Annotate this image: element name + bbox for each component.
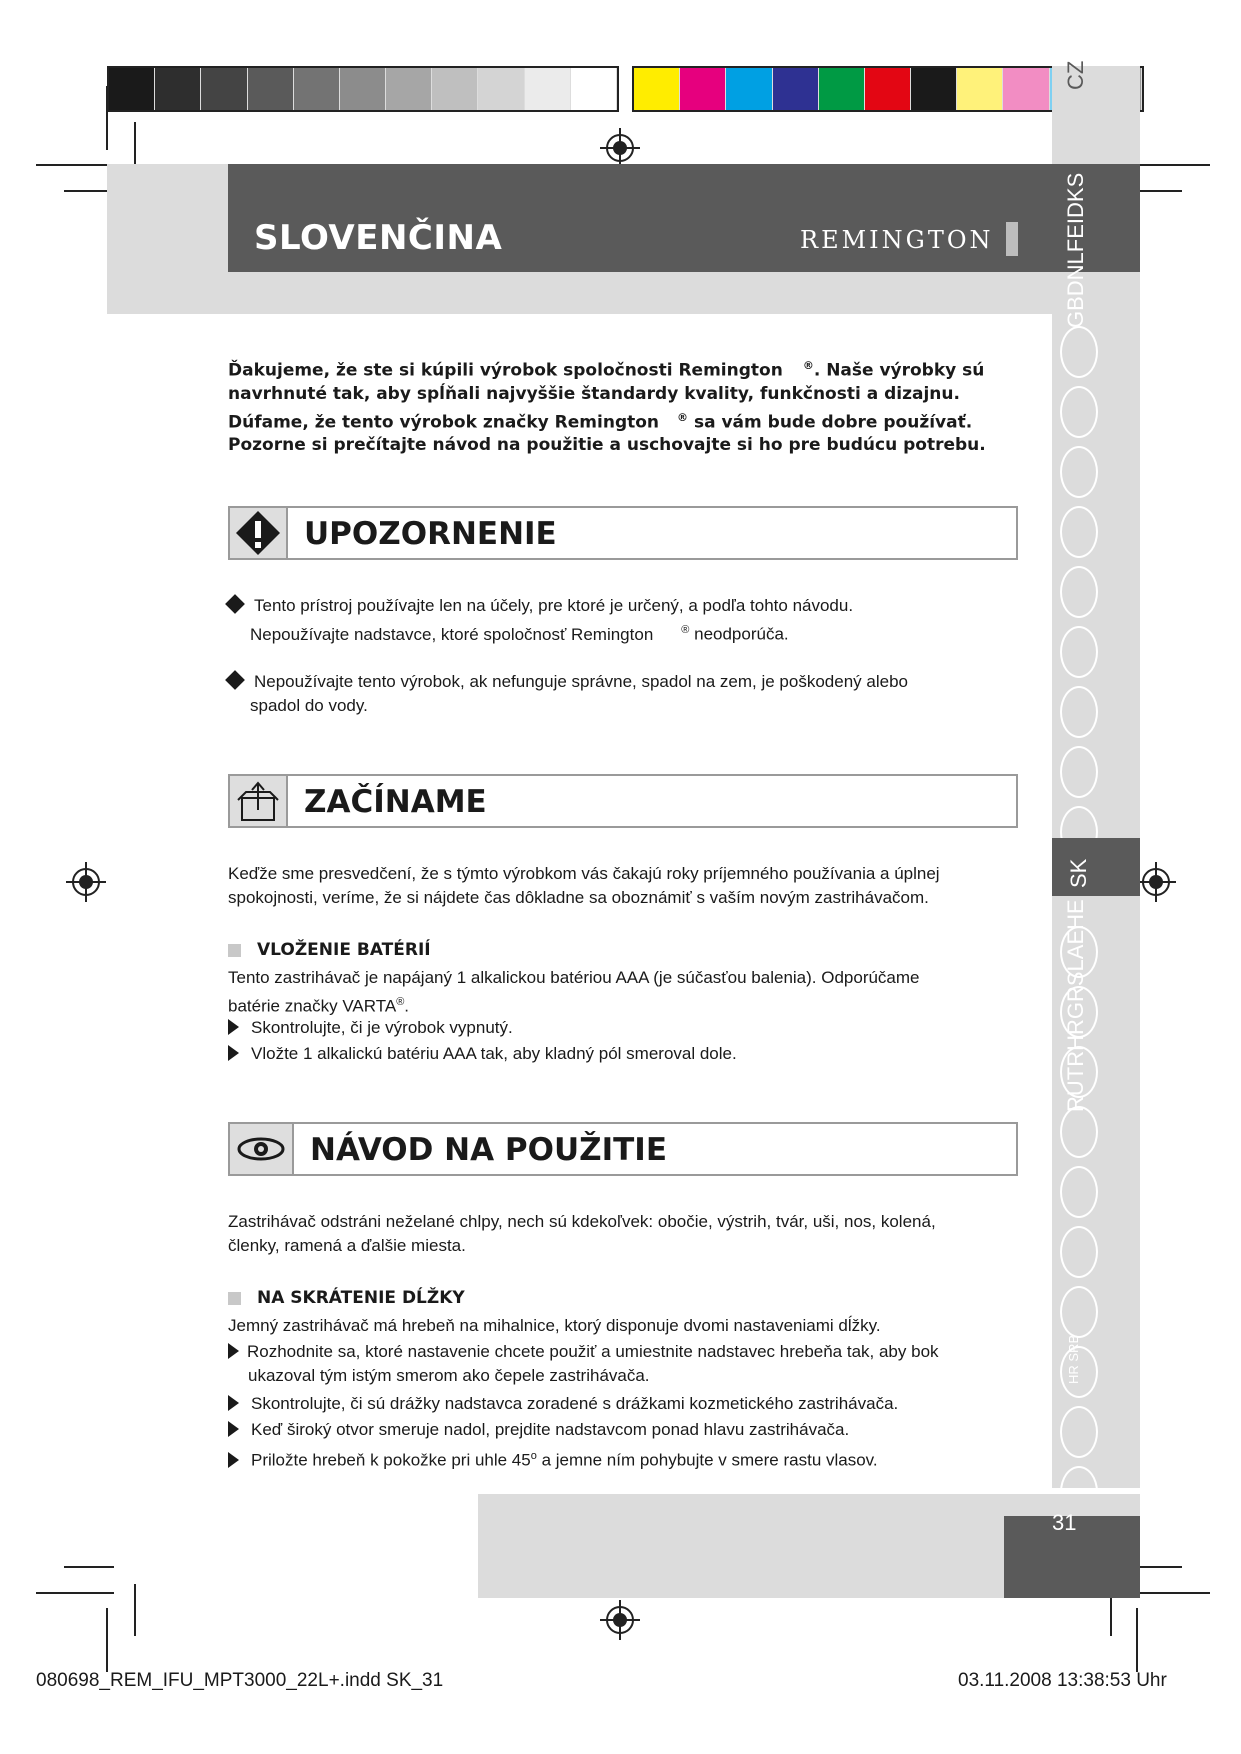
slug-timestamp: 03.11.2008 13:38:53 Uhr xyxy=(958,1670,1167,1691)
language-tab-circle[interactable] xyxy=(1060,566,1098,618)
battery-step: Vložte 1 alkalickú batériu AAA tak, aby kladný pól smeroval dole. xyxy=(228,1042,1018,1066)
color-swatch xyxy=(680,68,726,110)
side-tab-corner-text: CZ xyxy=(1063,60,1088,90)
page-title: SLOVENČINA xyxy=(254,218,503,258)
gray-swatch xyxy=(386,68,432,110)
side-tab-top-text: GBDNLFEIDKS xyxy=(1063,172,1088,328)
box-unpack-icon xyxy=(230,776,288,826)
arrow-bullet-icon xyxy=(228,1421,239,1437)
color-swatch xyxy=(865,68,911,110)
gray-swatch xyxy=(248,68,294,110)
page-number: 31 xyxy=(1052,1510,1077,1535)
warning-item: Tento prístroj používajte len na účely, pre ktoré je určený, a podľa tohto návodu. Nepoužívajte nadstavce, ktoré spoločnosť Remington ® neodporúča. xyxy=(228,594,1018,647)
registration-mark-icon xyxy=(600,128,640,168)
brand-logo: REMINGTON xyxy=(800,226,994,254)
language-tab-circle[interactable] xyxy=(1060,686,1098,738)
length-step: Rozhodnite sa, ktoré nastavenie chcete použiť a umiestnite nadstavec hrebeňa tak, aby bok ukazoval tým istým smerom ako čepele zastrihávača. xyxy=(228,1340,1018,1388)
color-swatch xyxy=(819,68,865,110)
crop-mark xyxy=(1132,164,1210,166)
section-warning-title: UPOZORNENIE xyxy=(304,516,557,552)
intro-paragraph: Ďakujeme, že ste si kúpili výrobok spoločnosti Remington ®. Naše výrobky sú navrhnuté tak, aby spĺňali najvyššie štandardy kvality, funkčnosti a dizajnu. Dúfame, že tento výrobok značky Remington ® sa vám bude dobre používať. Pozorne si prečítajte návod na použitie a uschovajte si ho pre budúcu potrebu. xyxy=(228,359,986,456)
language-tab-circle[interactable] xyxy=(1060,1106,1098,1158)
language-tab-circle[interactable] xyxy=(1060,626,1098,678)
language-tab-circle[interactable] xyxy=(1060,446,1098,498)
side-tab-lower-text: RUTRHRGRSLAEHE xyxy=(1063,899,1088,1112)
gray-swatch xyxy=(571,68,617,110)
gray-swatch xyxy=(109,68,155,110)
crop-mark xyxy=(1132,1592,1210,1594)
crop-mark xyxy=(1136,1608,1138,1672)
side-tab-small-text: HR SRB xyxy=(1066,1334,1081,1384)
crop-mark xyxy=(134,1584,136,1636)
crop-mark xyxy=(36,1592,114,1594)
gray-swatch xyxy=(155,68,201,110)
registration-mark-icon xyxy=(66,862,106,902)
side-tab-active-text: SK xyxy=(1066,858,1091,888)
color-swatch xyxy=(1003,68,1049,110)
length-step: Priložte hrebeň k pokožke pri uhle 45$^o$ a jemne ním pohybujte v smere rastu vlasov. xyxy=(228,1444,1018,1473)
language-tab-circle[interactable] xyxy=(1060,386,1098,438)
color-swatch xyxy=(634,68,680,110)
registration-mark-icon xyxy=(600,1600,640,1640)
warning-bullet-icon xyxy=(225,670,245,690)
gray-swatch xyxy=(432,68,478,110)
crop-mark xyxy=(106,1608,108,1672)
language-tab-circle[interactable] xyxy=(1060,1286,1098,1338)
crop-mark xyxy=(106,86,108,150)
gray-swatch xyxy=(294,68,340,110)
gray-swatch xyxy=(340,68,386,110)
section-usage-title: NÁVOD NA POUŽITIE xyxy=(310,1132,667,1168)
crop-mark xyxy=(36,164,114,166)
color-swatch xyxy=(773,68,819,110)
warning-bullet-icon xyxy=(225,594,245,614)
square-bullet-icon xyxy=(228,944,241,957)
square-bullet-icon xyxy=(228,1292,241,1305)
crop-mark xyxy=(64,1566,114,1568)
start-intro: Keďže sme presvedčení, že s týmto výrobkom vás čakajú roky príjemného používania a úplnej spokojnosti, veríme, že si nájdete čas dôkladne sa oboznámiť s vaším novým zastrihávačom. xyxy=(228,864,940,907)
battery-text: Tento zastrihávač je napájaný 1 alkalickou batériou AAA (je súčasťou balenia). Odporúčame batérie značky VARTA®. xyxy=(228,968,920,1016)
gray-swatch xyxy=(525,68,571,110)
arrow-bullet-icon xyxy=(228,1395,239,1411)
language-tab-circle[interactable] xyxy=(1060,1166,1098,1218)
length-step: Skontrolujte, či sú drážky nadstavca zoradené s drážkami kozmetického zastrihávača. xyxy=(228,1392,1018,1416)
eye-icon xyxy=(230,1124,294,1174)
arrow-bullet-icon xyxy=(228,1343,239,1359)
color-swatch xyxy=(957,68,1003,110)
usage-intro: Zastrihávač odstráni neželané chlpy, nech sú kdekoľvek: obočie, výstrih, tvár, uši, nos, kolená, členky, ramená a ďalšie miesta. xyxy=(228,1212,936,1255)
section-usage-header xyxy=(228,1122,1018,1176)
arrow-bullet-icon xyxy=(228,1452,239,1468)
warning-item: Nepoužívajte tento výrobok, ak nefunguje správne, spadol na zem, je poškodený alebo spadol do vody. xyxy=(228,670,1018,718)
warning-icon xyxy=(230,508,288,558)
section-start-header xyxy=(228,774,1018,828)
color-swatch xyxy=(726,68,772,110)
section-warning-header xyxy=(228,506,1018,560)
language-tab-circle[interactable] xyxy=(1060,506,1098,558)
arrow-bullet-icon xyxy=(228,1045,239,1061)
section-start-title: ZAČÍNAME xyxy=(304,784,487,820)
language-tab-circle[interactable] xyxy=(1060,1226,1098,1278)
language-tab-circle[interactable] xyxy=(1060,326,1098,378)
battery-subheading: VLOŽENIE BATÉRIÍ xyxy=(228,940,431,960)
length-step: Keď široký otvor smeruje nadol, prejdite nadstavcom ponad hlavu zastrihávača. xyxy=(228,1418,1018,1442)
length-text: Jemný zastrihávač má hrebeň na mihalnice, ktorý disponuje dvomi nastaveniami dĺžky. xyxy=(228,1316,881,1335)
gray-swatch xyxy=(478,68,524,110)
language-tab-circle[interactable] xyxy=(1060,1406,1098,1458)
registration-mark-icon xyxy=(1136,862,1176,902)
length-subheading: NA SKRÁTENIE DĹŽKY xyxy=(228,1288,465,1308)
color-swatch xyxy=(911,68,957,110)
language-tab-circle[interactable] xyxy=(1060,746,1098,798)
slug-file-info: 080698_REM_IFU_MPT3000_22L+.indd SK_31 xyxy=(36,1670,444,1691)
grayscale-bar xyxy=(107,66,619,112)
arrow-bullet-icon xyxy=(228,1019,239,1035)
gray-swatch xyxy=(201,68,247,110)
battery-step: Skontrolujte, či je výrobok vypnutý. xyxy=(228,1016,1018,1040)
brand-mark xyxy=(1006,222,1018,256)
